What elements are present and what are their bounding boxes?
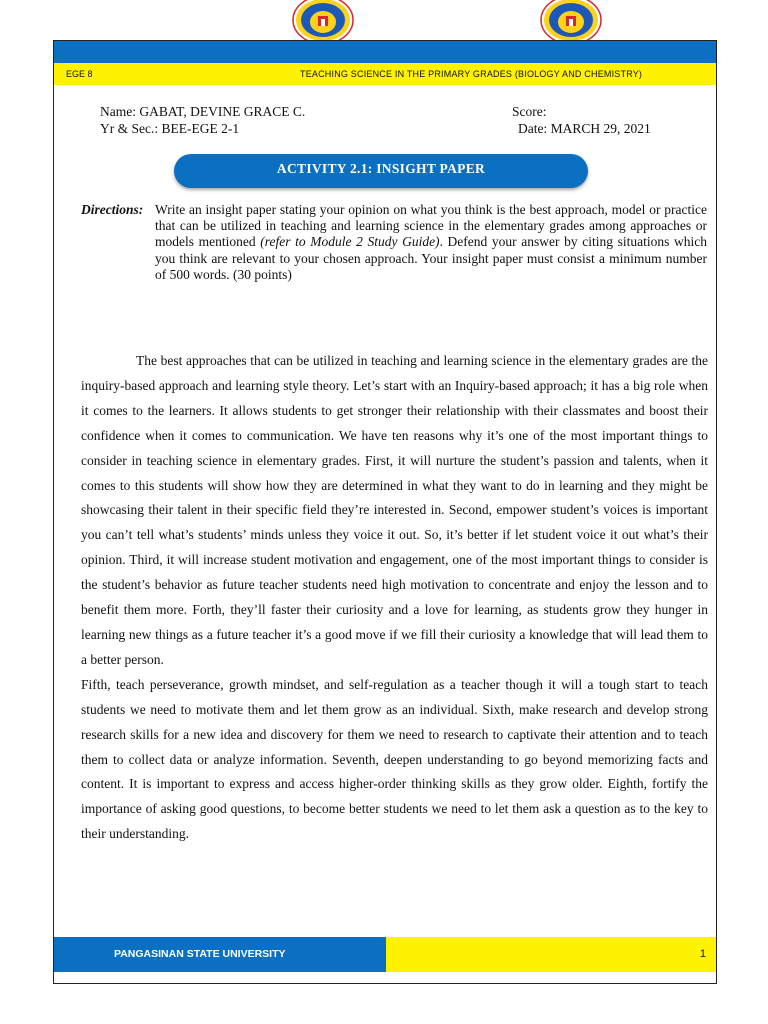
student-section: Yr & Sec.: BEE-EGE 2-1 [100,121,240,136]
score-label: Score: [512,104,547,119]
directions-text: Write an insight paper stating your opinion on what you think is the best approach, model or practice that can be utilized in teaching and learning science in the elementary grades among approaches or models mentioned (refer to Module 2 Study Guide). Defend your answer by citing situations which you think are relevant to your chosen approach. Your insight paper must consist a minimum number of 500 words. (30 points) [155,202,707,282]
paragraph-1: The best approaches that can be utilized in teaching and learning science in the elementary grades are the inquiry-based approach and learning style theory. Let’s start with an Inquiry-based approach; it has a big role when it comes to the learners. It allows students to get stronger their relationship with their classmates and boost their confidence when it comes to communication. We have ten reasons why it’s one of the most important things to consider in teaching science in elementary grades. First, it will nurture the student’s passion and talents, when it comes to this students will show how they are determined in what they want to do in learning and they might be showcasing their talent in their specific field they’re interested in. Second, empower student’s voices is important you can’t tell what’s students’ minds unless they voice it out. So, it’s better if let student voice it out what’s their opinion. Third, it will increase student motivation and engagement, one of the most important things to consider is the student’s behavior as future teacher students need high motivation to concentrate and enjoy the lesson and to benefit them more. Forth, they’ll faster their curiosity and a love for learning, as students grow they hunger in learning new things as a future teacher it’s a good move if we fill their curiosity a knowledge that will lead them to a better person. [81,353,708,667]
submission-date: Date: MARCH 29, 2021 [518,121,651,136]
page-number: 1 [699,948,706,960]
university-seal-right [540,0,602,44]
course-title: TEACHING SCIENCE IN THE PRIMARY GRADES (BIOLOGY AND CHEMISTRY) [300,69,643,79]
footer-university: PANGASINAN STATE UNIVERSITY [114,948,286,960]
footer-university-band [54,937,386,972]
course-code: EGE 8 [66,69,93,79]
paragraph-2: Fifth, teach perseverance, growth mindset, and self-regulation as a teacher though it will a tough start to teach students we need to motivate them and let them grow as an individual. Sixth, make research and develop strong research skills for a new idea and discovery for them we need to research to captivate their attention and to teach them to collect data or analyze information. Seventh, deepen understanding to go beyond memorizing facts and content. It is important to express and access higher-order thinking skills as they grow older. Eighth, fortify the importance of asking good questions, to become better students we need to let them ask a question as to the key to their understanding. [81,676,708,842]
student-name: Name: GABAT, DEVINE GRACE C. [100,104,306,119]
header-yellow-band [54,63,716,85]
university-seal-left [292,0,354,44]
insight-paper-body [81,349,708,847]
directions-reference: (refer to Module 2 Study Guide) [260,234,440,250]
directions-label: Directions: [81,202,144,217]
header-blue-band [54,41,716,63]
footer-page-band [386,937,716,972]
activity-title: ACTIVITY 2.1: INSIGHT PAPER [174,154,588,188]
